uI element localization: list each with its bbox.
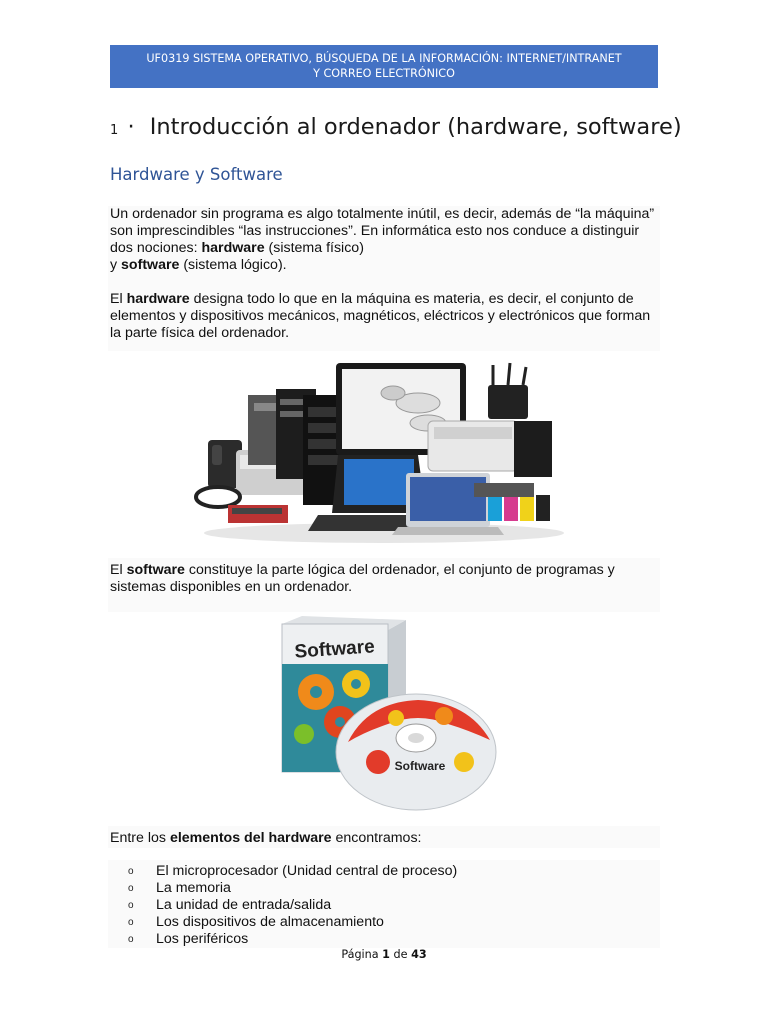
text-run: El [110, 291, 127, 307]
section-bullet: · [127, 114, 135, 140]
bold-term-elements: elementos del hardware [169, 830, 332, 846]
list-item [128, 863, 457, 880]
bold-term-hardware: hardware [201, 240, 265, 256]
page-total: 43 [411, 948, 427, 961]
list-item [128, 897, 457, 914]
text-run: El [110, 562, 127, 578]
list-item-text: Los periféricos [156, 931, 249, 947]
list-bullet: o [128, 883, 134, 894]
text-run: encontramos: [331, 830, 422, 846]
paragraph-intro [110, 206, 655, 274]
list-bullet: o [128, 917, 134, 928]
bold-term-hardware: hardware [126, 291, 190, 307]
list-item-text: El microprocesador (Unidad central de proceso) [156, 863, 458, 879]
section-subtitle: Hardware y Software [110, 165, 283, 184]
list-item [128, 914, 457, 931]
document-header [110, 45, 658, 88]
page-number: 1 [382, 948, 390, 961]
bold-term-software: software [126, 562, 185, 578]
hardware-collage-image [188, 355, 580, 547]
page-footer [0, 948, 768, 961]
list-item [128, 880, 457, 897]
software-box-image [268, 612, 500, 812]
list-bullet: o [128, 900, 134, 911]
header-line-2: Y CORREO ELECTRÓNICO [313, 67, 455, 80]
bold-term-software: software [121, 257, 180, 273]
list-item-text: La memoria [156, 880, 231, 896]
footer-middle: de [389, 948, 412, 961]
disc-label: Software [394, 759, 446, 773]
text-run: constituye la parte lógica del ordenador, el conjunto de programas y sistemas disponibles en un ordenador. [110, 562, 615, 595]
box-label: Software [293, 636, 376, 663]
text-run: y [110, 257, 122, 273]
hardware-elements-list [128, 863, 457, 948]
list-item [128, 931, 457, 948]
list-bullet: o [128, 934, 134, 945]
text-run: Entre los [110, 830, 170, 846]
text-run: designa todo lo que en la máquina es materia, es decir, el conjunto de elementos y dispositivos mecánicos, magnéticos, eléctricos y electrónicos que forman la parte física del ordenador. [110, 291, 651, 341]
paragraph-software [110, 562, 655, 596]
text-run: Un ordenador sin programa es algo totalmente inútil, es decir, además de “la máquina” son imprescindibles “las instrucciones”. En informática esto nos conduce a distinguir dos nociones: [110, 206, 655, 256]
text-run: (sistema físico) [264, 240, 364, 256]
paragraph-hardware [110, 291, 655, 342]
section-number: 1 [110, 123, 119, 138]
header-line-1: UF0319 SISTEMA OPERATIVO, BÚSQUEDA DE LA INFORMACIÓN: INTERNET/INTRANET [146, 52, 622, 65]
list-item-text: Los dispositivos de almacenamiento [156, 914, 384, 930]
list-bullet: o [128, 866, 134, 877]
list-item-text: La unidad de entrada/salida [156, 897, 332, 913]
text-run: (sistema lógico). [179, 257, 287, 273]
section-title [110, 114, 682, 140]
footer-prefix: Página [341, 948, 383, 961]
section-title-text: Introducción al ordenador (hardware, software) [149, 114, 682, 140]
paragraph-elements [110, 830, 655, 847]
